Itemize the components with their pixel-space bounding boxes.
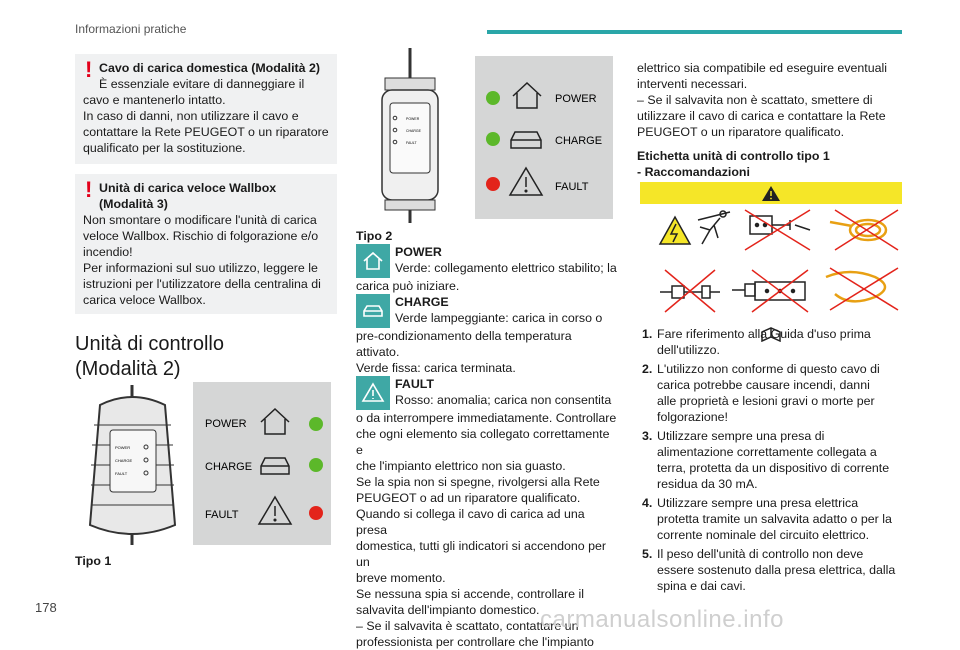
alert-triangle-icon [356, 376, 390, 410]
figure-caption-type1: Tipo 1 [75, 554, 112, 568]
column-3: elettrico sia compatibile ed eseguire eventuali interventi necessari. – Se il salvavita non è scattato, smettere di utilizzare il cavo di carica e contattare la Rete PEUGEOT o un riparatore qualificato. Etichetta unità di controllo tipo 1 - Raccomandazioni [637, 60, 902, 180]
car-icon [356, 294, 390, 328]
panel-label-fault: FAULT [555, 181, 589, 193]
control-unit-type1-image [80, 385, 185, 545]
list-item: 2. L'utilizzo non conforme di questo cavo di carica potrebbe causare incendi, danni alle proprietà e lesioni gravi o morte per folgorazione! [642, 362, 880, 424]
house-icon [513, 83, 541, 108]
watermark: carmanualsonline.info [540, 606, 784, 633]
fault-description: FAULT Rosso: anomalia; carica non consentita [356, 376, 618, 410]
list-item: 5. Il peso dell'unità di controllo non deve essere sostenuto dalla presa elettrica, dalla spina e dai cavi. [642, 547, 896, 593]
recommendations-list [642, 326, 904, 597]
fault-led-icon [486, 177, 500, 191]
house-icon [261, 409, 289, 434]
electric-shock-icon [660, 217, 690, 244]
device-label-fault: FAULT [115, 471, 128, 476]
list-item: 4. Utilizzare sempre una presa elettrica protetta tramite un salvavita adatto o per la corrente nominale del circuito elettrico. [642, 496, 892, 542]
device-label-power: POWER [406, 117, 420, 121]
device-label-power: POWER [115, 445, 131, 450]
power-led-icon [309, 417, 323, 431]
header-accent-bar [487, 30, 902, 34]
indicator-panel-type2 [475, 56, 613, 219]
page-number: 178 [35, 600, 57, 615]
panel-label-power: POWER [555, 93, 597, 105]
device-label-fault: FAULT [406, 141, 417, 145]
charge-led-icon [486, 132, 500, 146]
panel-label-charge: CHARGE [555, 135, 603, 147]
list-item: 1. Fare riferimento alla Guida d'uso prima dell'utilizzo. [642, 327, 871, 357]
panel-label-power: POWER [205, 418, 247, 430]
panel-label-fault: FAULT [205, 509, 239, 521]
alert-triangle-icon [259, 497, 291, 524]
car-icon [511, 132, 541, 148]
control-unit-type2-image [370, 48, 450, 223]
car-icon [261, 458, 289, 474]
warning-icon: ! [85, 57, 93, 82]
recommendations-label-image [640, 182, 902, 342]
column-2: Tipo 2 POWER Verde: collegamento elettrico stabilito; la carica può iniziare. CHARGE Verde lampeggiante: carica in corso o pre-condizionamento della temperatura attivato. Verde fissa: carica terminata. FAULT Rosso: anomalia; carica non consentita o da interrompere immediatamente. Controllare che ogni elemento sia collegato correttamente e che l'impianto elettrico non sia guasto. Se la spia non si spegne, rivolgersi alla Rete PEUGEOT o ad un riparatore qualificato. Quando si collega il cavo di carica ad una presa domestica, tutti gli indicatori si accendono per un breve momento. Se nessuna spia si accende, controllare il salvavita dell'impianto domestico. – Se il salvavita è scattato, contattare un professionista per controllare che l'impianto [356, 229, 617, 649]
power-led-icon [486, 91, 500, 105]
indicator-panel-type1 [193, 382, 331, 545]
panel-label-charge: CHARGE [205, 461, 253, 473]
list-item: 3. Utilizzare sempre una presa di alimentazione correttamente collegata a terra, protetta da un dispositivo di corrente residua da 30 mA. [642, 429, 890, 491]
multi-socket-icon [732, 282, 805, 300]
adapter-plug-icon [660, 286, 720, 298]
device-label-charge: CHARGE [406, 129, 421, 133]
charge-description: CHARGE Verde lampeggiante: carica in corso o [356, 294, 618, 328]
warning-box-wallbox: ! Unità di carica veloce Wallbox (Modalità 3) Non smontare o modificare l'unità di carica veloce Wallbox. Rischio di folgorazione e/o incendio! Per informazioni sul suo utilizzo, leggere le istruzioni per l'utilizzatore della centralina di carica veloce Wallbox. [75, 174, 337, 314]
warning-title: Cavo di carica domestica (Modalità 2) [99, 61, 321, 75]
figure-caption-type2: Tipo 2 [356, 229, 393, 243]
charge-led-icon [309, 458, 323, 472]
section-heading: Unità di controllo (Modalità 2) [75, 333, 224, 380]
device-label-charge: CHARGE [115, 458, 133, 463]
alert-triangle-icon [510, 168, 542, 195]
person-falling-icon [698, 211, 730, 244]
running-header: Informazioni pratiche [75, 22, 187, 36]
warning-box-mode2-cable: ! Cavo di carica domestica (Modalità 2) È essenziale evitare di danneggiare il cavo e mantenerlo intatto. In caso di danni, non utilizzare il cavo e contattare la Rete PEUGEOT o un riparatore qualificato per la sostituzione. [75, 54, 337, 164]
column-1 [75, 54, 337, 382]
warning-title: Unità di carica veloce Wallbox [99, 181, 277, 195]
house-icon [356, 244, 390, 278]
warning-icon: ! [85, 177, 93, 202]
power-description: POWER Verde: collegamento elettrico stabilito; la [356, 244, 618, 278]
section-subheading: Etichetta unità di controllo tipo 1 [637, 149, 830, 163]
fault-led-icon [309, 506, 323, 520]
